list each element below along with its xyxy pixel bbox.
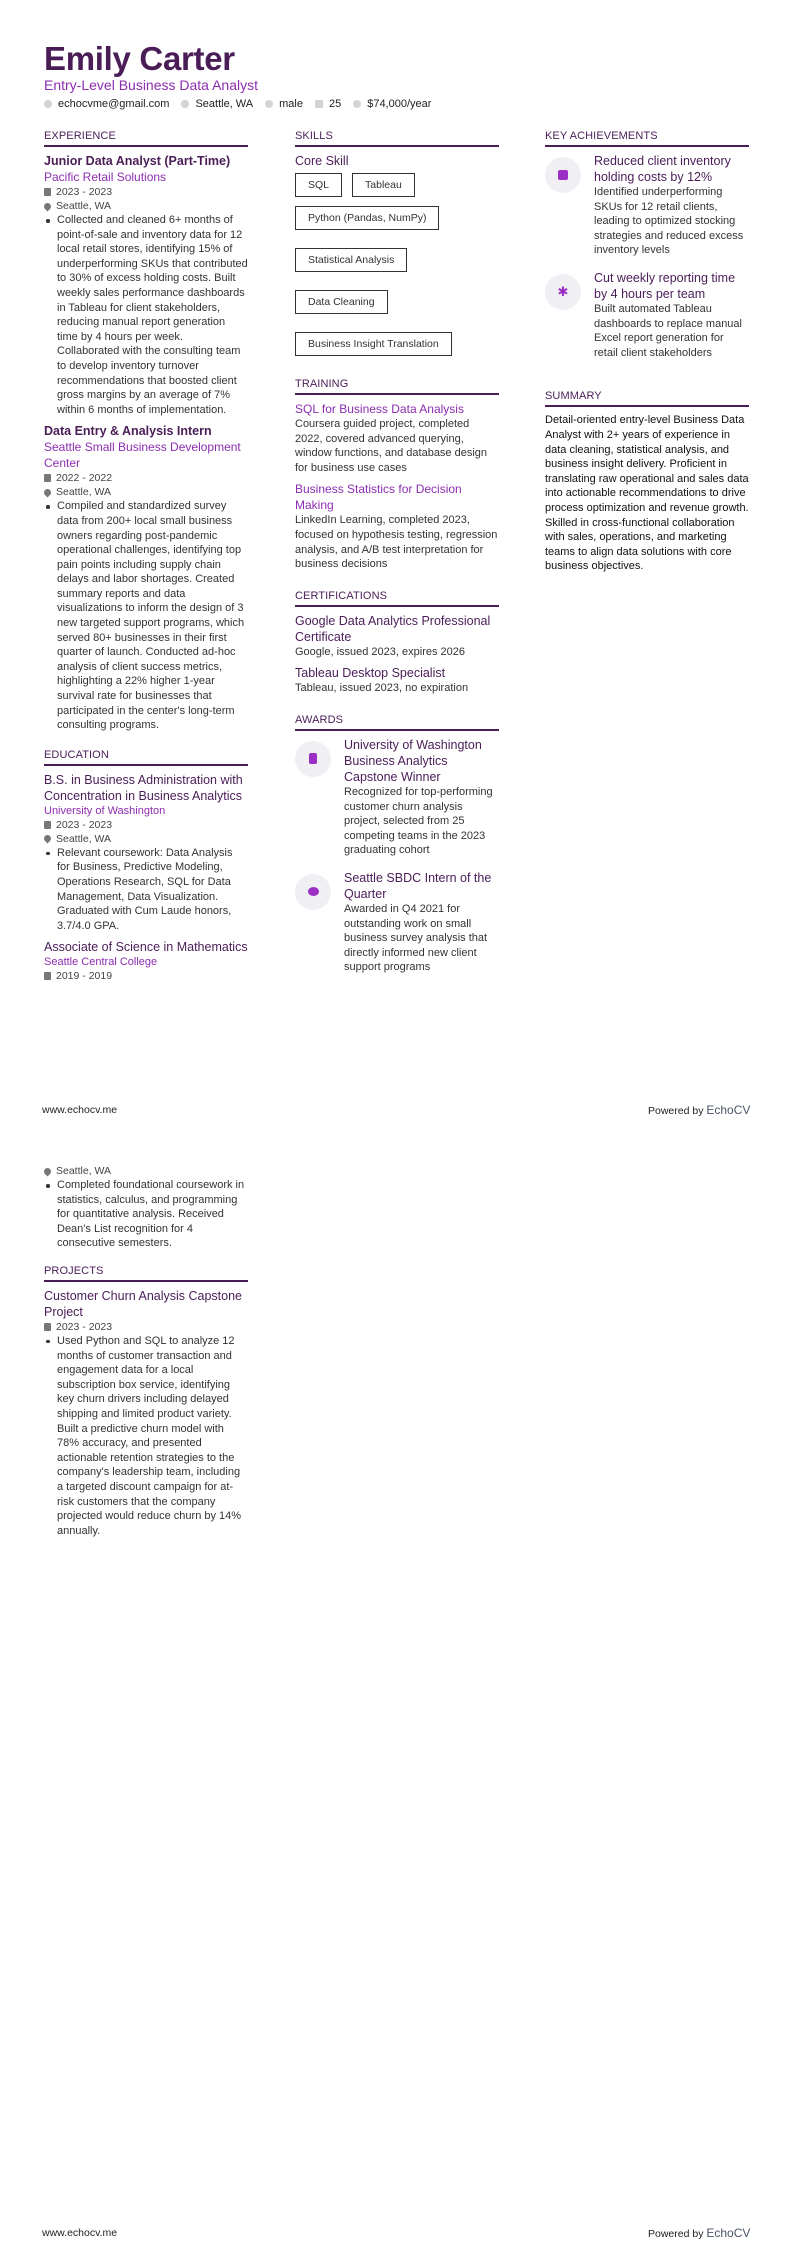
achievement-item bbox=[545, 270, 749, 366]
education-item bbox=[44, 772, 248, 934]
powered-label: Powered by bbox=[648, 1105, 704, 1117]
bullet: Relevant coursework: Data Analysis for Business, Predictive Modeling, Operations Research, SQL for Data Management, Data Visualization. Graduated with Cum Laude honors, 3.7/4.0 GPA. bbox=[44, 846, 248, 934]
education-section bbox=[44, 749, 248, 984]
experience-item bbox=[44, 423, 248, 733]
cert-title: Google Data Analytics Professional Certificate bbox=[295, 613, 491, 644]
section-heading: CERTIFICATIONS bbox=[295, 590, 499, 607]
section-heading: SUMMARY bbox=[545, 390, 749, 407]
section-heading: SKILLS bbox=[295, 130, 499, 147]
skill-chip: Python (Pandas, NumPy) bbox=[295, 206, 439, 230]
skill-chip: Statistical Analysis bbox=[295, 248, 407, 272]
left-column bbox=[44, 130, 248, 999]
achievement-desc: Identified underperforming SKUs for 12 retail clients, leading to optimized stocking strategies and reduced excess inventory levels bbox=[594, 186, 744, 257]
dates: 2022 - 2022 bbox=[56, 472, 113, 485]
education-item-continued bbox=[44, 1164, 248, 1251]
calendar-icon bbox=[44, 474, 51, 482]
skill-chip: Tableau bbox=[352, 173, 415, 197]
cert-desc: Tableau, issued 2023, no expiration bbox=[295, 682, 469, 695]
footer-powered bbox=[648, 1103, 750, 1117]
contact-bar bbox=[44, 98, 431, 110]
right-column bbox=[545, 130, 749, 590]
skill-chip: SQL bbox=[295, 173, 342, 197]
location-pin-icon bbox=[43, 201, 53, 211]
skill-group: Core Skill bbox=[295, 154, 349, 168]
degree: Associate of Science in Mathematics bbox=[44, 940, 248, 955]
section-heading: EXPERIENCE bbox=[44, 130, 248, 147]
education-item bbox=[44, 939, 248, 983]
calendar-icon bbox=[44, 972, 51, 980]
calendar-icon bbox=[44, 1323, 51, 1331]
summary-text: Detail-oriented entry-level Business Data Analyst with 2+ years of experience in data cleaning, statistical analysis, and business insight delivery. Proficient in translating raw operational and sales data into actionable recommendations to drive process optimization and revenue growth. Skilled in cross-functional collaboration with sales, operations, and marketing teams to align data solutions with core business objectives. bbox=[545, 414, 749, 573]
location-pin-icon bbox=[43, 834, 53, 844]
achievement-title: Reduced client inventory holding costs by 12% bbox=[594, 154, 731, 184]
document-icon bbox=[309, 753, 317, 764]
dates: 2023 - 2023 bbox=[56, 1320, 113, 1333]
training-section bbox=[295, 378, 499, 572]
cert-title: Tableau Desktop Specialist bbox=[295, 666, 446, 681]
dates: 2023 - 2023 bbox=[56, 818, 113, 831]
training-title: SQL for Business Data Analysis bbox=[295, 402, 464, 416]
location: Seattle, WA bbox=[56, 1165, 112, 1177]
projects-section bbox=[44, 1265, 248, 1538]
company: Pacific Retail Solutions bbox=[44, 170, 167, 184]
bullet: Completed foundational coursework in statistics, calculus, and programming for quantitative analysis. Received Dean's List recognition for 4 consecutive semesters. bbox=[44, 1178, 248, 1251]
achievement-desc: Built automated Tableau dashboards to replace manual Excel report generation for retail client stakeholders bbox=[594, 302, 742, 359]
achievements-section bbox=[545, 130, 749, 366]
experience-section bbox=[44, 130, 248, 733]
project-name: Customer Churn Analysis Capstone Project bbox=[44, 1288, 243, 1319]
achievement-item bbox=[545, 153, 749, 264]
skill-chip: Data Cleaning bbox=[295, 290, 388, 314]
brand-logo[interactable]: EchoCV bbox=[706, 1103, 751, 1117]
section-heading: PROJECTS bbox=[44, 1265, 248, 1282]
middle-column bbox=[295, 130, 499, 997]
dates: 2023 - 2023 bbox=[56, 186, 113, 198]
contact-email[interactable]: echocvme@gmail.com bbox=[58, 98, 170, 110]
school: University of Washington bbox=[44, 804, 166, 817]
experience-item bbox=[44, 153, 248, 417]
calendar-icon bbox=[44, 188, 51, 196]
location-icon bbox=[181, 100, 189, 108]
candidate-title: Entry-Level Business Data Analyst bbox=[44, 77, 258, 93]
footer-powered bbox=[648, 2226, 750, 2240]
training-desc: LinkedIn Learning, completed 2023, focused on hypothesis testing, regression analysis, and A/B test interpretation for business decisions bbox=[295, 514, 498, 571]
location-pin-icon bbox=[43, 487, 53, 497]
award-desc: Recognized for top-performing customer churn analysis project, selected from 25 competing teams in the 2023 graduating cohort bbox=[344, 785, 493, 857]
bullet: Used Python and SQL to analyze 12 months of customer transaction and engagement data for a local subscription box service, identifying key churn drivers including delayed shipping and limited product variety. Built a predictive churn model with 78% accuracy, and presented actionable retention strategies to the company's leadership team, including a targeted discount campaign for at-risk customers that the company projected would reduce churn by 14% annually. bbox=[44, 1334, 248, 1538]
brand-logo[interactable]: EchoCV bbox=[706, 2226, 751, 2240]
location: Seattle, WA bbox=[56, 832, 112, 845]
contact-gender: male bbox=[279, 98, 303, 110]
cert-desc: Google, issued 2023, expires 2026 bbox=[295, 645, 466, 658]
section-heading: AWARDS bbox=[295, 714, 499, 731]
location: Seattle, WA bbox=[56, 200, 112, 212]
training-title: Business Statistics for Decision Making bbox=[295, 482, 462, 513]
bullet: Collected and cleaned 6+ months of point-of-sale and inventory data for 12 local retail stores, identifying 15% of underperforming SKUs that contributed to 30% of excess holding costs. Built weekly sales performance dashboards in Tableau for client stakeholders, reducing manual report generation time by 4 hours per week. Collaborated with the consulting team to develop inventory turnover recommendations that boosted client gross margins by an average of 7% within 6 months of implementation. bbox=[44, 213, 248, 417]
skill-list bbox=[295, 173, 499, 356]
footer-site-link[interactable]: www.echocv.me bbox=[42, 2227, 118, 2239]
skill-chip: Business Insight Translation bbox=[295, 332, 452, 356]
email-icon bbox=[44, 100, 52, 108]
section-heading: EDUCATION bbox=[44, 749, 248, 766]
degree: B.S. in Business Administration with Concentration in Business Analytics bbox=[44, 772, 243, 803]
code-icon bbox=[558, 170, 568, 180]
contact-location: Seattle, WA bbox=[195, 98, 254, 110]
company: Seattle Small Business Development Center bbox=[44, 440, 241, 471]
awards-section bbox=[295, 714, 499, 981]
section-heading: KEY ACHIEVEMENTS bbox=[545, 130, 749, 147]
certifications-section bbox=[295, 590, 499, 696]
candidate-name: Emily Carter bbox=[44, 40, 235, 77]
location: Seattle, WA bbox=[56, 486, 112, 499]
contact-age: 25 bbox=[328, 98, 342, 110]
calendar-icon bbox=[315, 100, 323, 108]
achievement-title: Cut weekly reporting time by 4 hours per team bbox=[594, 270, 736, 301]
chat-bubble-icon bbox=[308, 887, 319, 896]
left-column-page-2 bbox=[44, 1164, 248, 1554]
calendar-icon bbox=[44, 821, 51, 829]
award-item bbox=[295, 870, 499, 981]
school: Seattle Central College bbox=[44, 956, 158, 969]
location-pin-icon bbox=[43, 1166, 53, 1176]
award-title: University of Washington Business Analytics Capstone Winner bbox=[344, 737, 482, 784]
salary-icon bbox=[353, 100, 361, 108]
powered-label: Powered by bbox=[648, 2228, 704, 2240]
sparkle-icon: ✱ bbox=[557, 283, 569, 299]
dates: 2019 - 2019 bbox=[56, 970, 113, 983]
skills-section bbox=[295, 130, 499, 356]
job-role: Data Entry & Analysis Intern bbox=[44, 424, 212, 439]
person-icon bbox=[265, 100, 273, 108]
bullet: Compiled and standardized survey data from 200+ local small business owners regarding post-pandemic operational challenges, identifying top pain points including supply chain delays and labor shortages. Created summary reports and data visualizations to inform the design of 3 new targeted support programs, which served 80+ businesses in their first quarter of launch. Conducted ad-hoc analysis of client success metrics, highlighting a 22% higher 1-year survival rate for businesses that participated in the center's long-term consulting programs. bbox=[44, 499, 248, 733]
footer-site-link[interactable]: www.echocv.me bbox=[42, 1104, 118, 1116]
award-desc: Awarded in Q4 2021 for outstanding work on small business survey analysis that directly informed new client support programs bbox=[344, 902, 488, 974]
summary-section bbox=[545, 390, 749, 574]
award-item bbox=[295, 737, 499, 864]
contact-salary: $74,000/year bbox=[367, 98, 432, 110]
job-role: Junior Data Analyst (Part-Time) bbox=[44, 154, 231, 168]
award-title: Seattle SBDC Intern of the Quarter bbox=[344, 870, 492, 901]
section-heading: TRAINING bbox=[295, 378, 499, 395]
training-desc: Coursera guided project, completed 2022, covered advanced querying, window functions, and database design for business use cases bbox=[295, 418, 488, 474]
